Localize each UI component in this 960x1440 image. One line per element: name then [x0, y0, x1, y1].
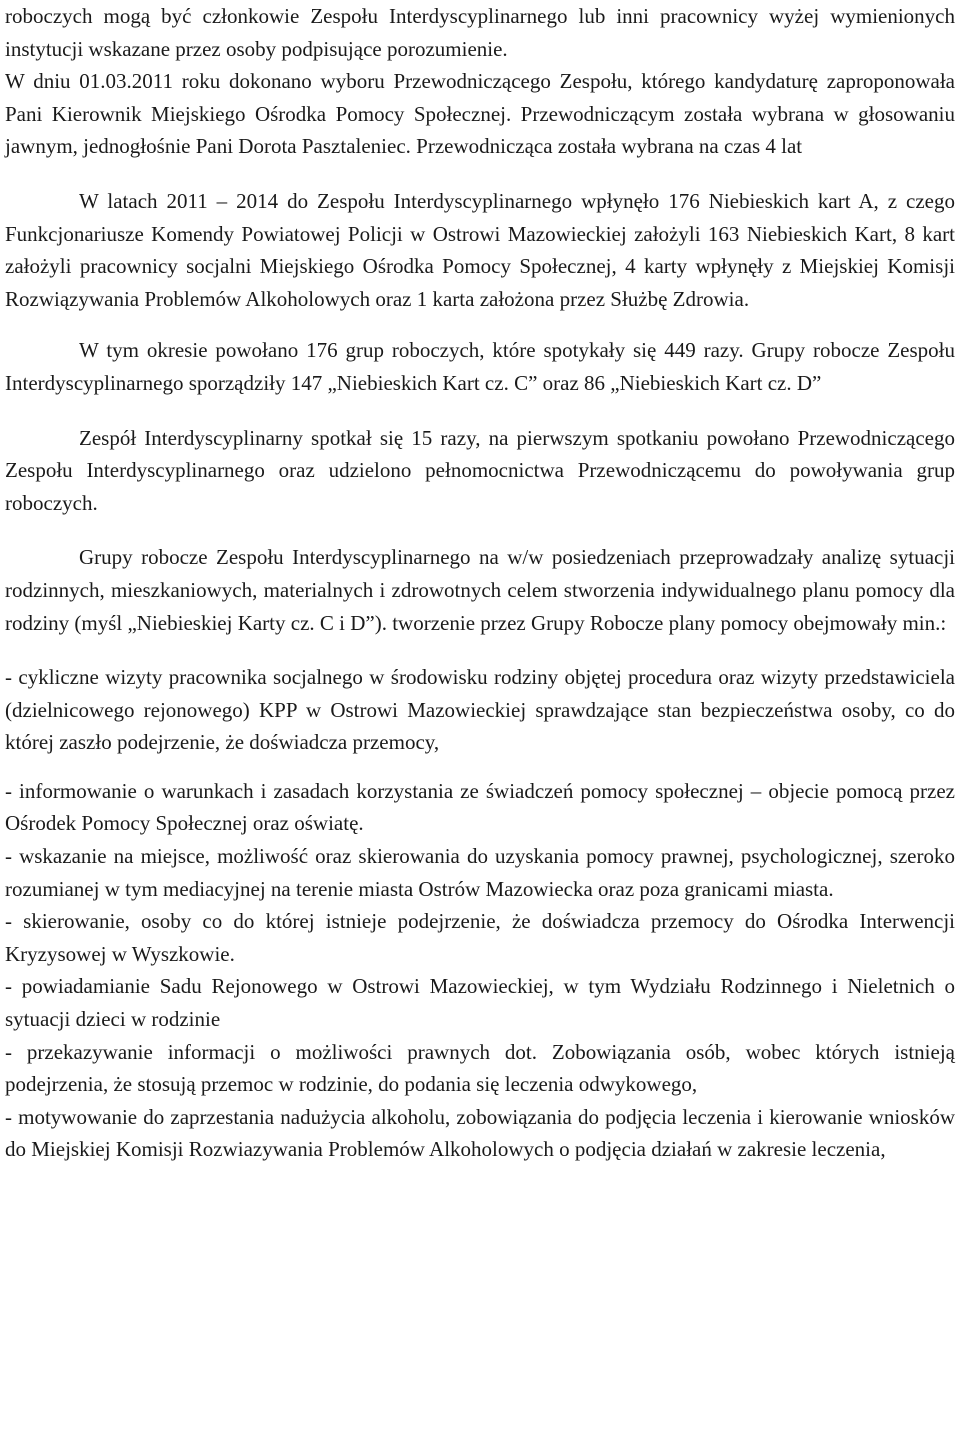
list-item-crisis-center: - skierowanie, osoby co do której istnieje podejrzenie, że doświadcza przemocy do Ośrodka Interwencji Kryzysowej w Wyszkowie.	[5, 909, 955, 966]
paragraph-team-meetings: Zespół Interdyscyplinarny spotkał się 15 razy, na pierwszym spotkaniu powołano Przewodniczącego Zespołu Interdyscyplinarnego oraz udzielono pełnomocnictwa Przewodniczącemu do powoływania grup roboczych.	[5, 425, 955, 515]
paragraph-blue-cards-count: W latach 2011 – 2014 do Zespołu Interdyscyplinarnego wpłynęło 176 Niebieskich kart A, z czego Funkcjonariusze Komendy Powiatowej Policji w Ostrowi Mazowieckiej założyli 163 Niebieskich Kart, 8 kart założyli pracownicy socjalni Miejskiego Ośrodka Pomocy Społecznej, 4 karty wpłynęły z Miejskiej Komisji Rozwiązywania Problemów Alkoholowych oraz 1 karta założona przez Służbę Zdrowia.	[5, 188, 955, 311]
list-item-referral-legal-help: - wskazanie na miejsce, możliwość oraz skierowania do uzyskania pomocy prawnej, psychologicznej, szeroko rozumianej w tym mediacyjnej na terenie miasta Ostrów Mazowiecka oraz poza granicami miasta.	[5, 844, 955, 901]
paragraph-working-groups: W tym okresie powołano 176 grup roboczych, które spotykały się 449 razy. Grupy robocze Zespołu Interdyscyplinarnego sporządziły 147 „Niebieskich Kart cz. C” oraz 86 „Niebieskich Kart cz. D”	[5, 338, 955, 395]
list-item-alcohol-motivation: - motywowanie do zaprzestania nadużycia alkoholu, zobowiązania do podjęcia leczenia i kierowanie wniosków do Miejskiej Komisji Rozwiazywania Problemów Alkoholowych o podjęcia działań w zakresie leczenia,	[5, 1104, 955, 1162]
document-page	[5, 0, 955, 1166]
list-item-information: - informowanie o warunkach i zasadach korzystania ze świadczeń pomocy społecznej – objecie pomocą przez Ośrodek Pomocy Społecznej oraz oświatę.	[5, 778, 955, 836]
paragraph-intro-continuation: roboczych mogą być członkowie Zespołu Interdyscyplinarnego lub inni pracownicy wyżej wymienionych instytucji wskazane przez osoby podpisujące porozumienie.	[5, 4, 955, 61]
paragraph-help-plans: Grupy robocze Zespołu Interdyscyplinarnego na w/w posiedzeniach przeprowadzały analizę sytuacji rodzinnych, mieszkaniowych, materialnych i zdrowotnych celem stworzenia indywidualnego planu pomocy dla rodziny (myśl „Niebieskiej Karty cz. C i D”). tworzenie przez Grupy Robocze plany pomocy obejmowały min.:	[5, 545, 955, 635]
list-item-court-notification: - powiadamianie Sadu Rejonowego w Ostrowi Mazowieckiej, w tym Wydziału Rodzinnego i Nieletnich o sytuacji dzieci w rodzinie	[5, 974, 955, 1032]
list-item-social-worker-visits: - cykliczne wizyty pracownika socjalnego w środowisku rodziny objętej procedura oraz wizyty przedstawiciela (dzielnicowego rejonowego) KPP w Ostrowi Mazowieckiej sprawdzające stan bezpieczeństwa osoby, co do której zaszło podejrzenie, że doświadcza przemocy,	[5, 665, 955, 755]
list-item-treatment-information: - przekazywanie informacji o możliwości prawnych dot. Zobowiązania osób, wobec których istnieją podejrzenia, że stosują przemoc w rodzinie, do podania się leczenia odwykowego,	[5, 1039, 955, 1097]
paragraph-chair-election: W dniu 01.03.2011 roku dokonano wyboru Przewodniczącego Zespołu, którego kandydaturę zaproponowała Pani Kierownik Miejskiego Ośrodka Pomocy Społecznej. Przewodniczącym została wybrana w głosowaniu jawnym, jednogłośnie Pani Dorota Pasztaleniec. Przewodnicząca została wybrana na czas 4 lat	[5, 69, 955, 159]
